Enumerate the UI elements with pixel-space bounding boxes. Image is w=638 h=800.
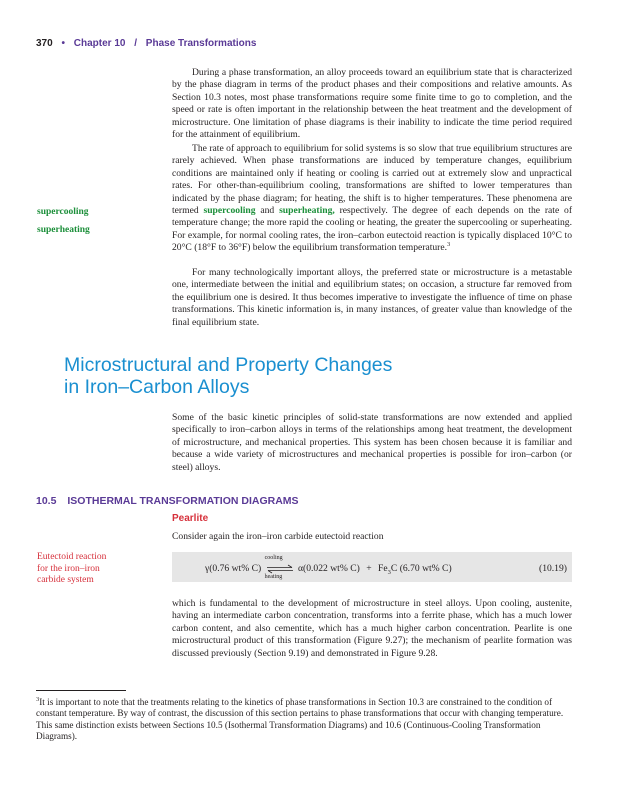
equilibrium-arrow-icon: [264, 554, 293, 580]
header-bullet: •: [61, 38, 65, 49]
equation-gamma: γ(0.76 wt% C): [205, 563, 262, 574]
equation-number: (10.19): [539, 563, 567, 574]
margin-note-supercooling: supercooling: [37, 207, 89, 217]
equation-cementite: C (6.70 wt% C): [390, 563, 452, 574]
footnote: [36, 697, 581, 743]
equation-plus: +: [366, 563, 372, 574]
double-arrow-icon: [267, 564, 293, 574]
paragraph-5: Consider again the iron–iron carbide eutectoid reaction: [172, 531, 384, 542]
term-superheating: superheating,: [279, 205, 335, 217]
margin-note-superheating: superheating: [37, 225, 90, 235]
chapter-title: Phase Transformations: [145, 38, 257, 49]
equation-fe: Fe: [378, 563, 388, 574]
arrow-label-cooling: cooling: [264, 554, 283, 561]
term-supercooling: supercooling: [203, 205, 256, 217]
subsection-number: 10.5: [36, 495, 57, 507]
paragraph-6: which is fundamental to the development of microstructure in steel alloys. Upon cooling, austenite, having an intermediate carbon concentration, transforms into a ferrite phase, which has a much lower carbon content, and also cementite, which has a much higher carbon concentration. Pearlite is one microstructural product of this transformation (Figure 9.27); the mechanism of pearlite formation was discussed previously (Section 9.19) and demonstrated in Figure 9.28.: [172, 598, 572, 659]
page-number: 370: [36, 38, 53, 49]
equation-subscript: 3: [387, 568, 391, 576]
footnote-divider: [36, 690, 126, 691]
subsection-heading: [36, 495, 299, 507]
equation-alpha: α(0.022 wt% C): [298, 563, 360, 574]
chapter-label: Chapter 10: [73, 38, 126, 49]
subsubsection-heading: Pearlite: [172, 513, 209, 524]
margin-note-eutectoid: Eutectoid reaction for the iron–iron carbide system: [37, 552, 107, 586]
section-heading: Microstructural and Property Changes in Iron–Carbon Alloys: [64, 354, 393, 398]
paragraph-3: For many technologically important alloys, the preferred state or microstructure is a metastable one, intermediate between the initial and equilibrium states; on occasion, a structure far removed from the equilibrium one is desired. It thus becomes imperative to investigate the influence of time on phase transformations. This kinetic information is, in many instances, of greater value than knowledge of the final equilibrium state.: [172, 267, 572, 328]
subsection-title: ISOTHERMAL TRANSFORMATION DIAGRAMS: [67, 495, 299, 507]
footnote-ref: 3: [447, 241, 451, 249]
paragraph-2: The rate of approach to equilibrium for solid systems is so slow that true equilibrium structures are rarely achieved. When phase transformations are induced by temperature changes, equilibrium conditions are maintained only if heating or cooling is carried out at extremely slow and unpractical rates. For other-than-equilibrium cooling, transformations are shifted to lower temperatures than indicated by the phase diagram; for heating, the shift is to higher temperatures. These phenomena are termed supercooling and superheating, respectively. The degree of each depends on the rate of temperature change; the more rapid the cooling or heating, the greater the supercooling or superheating. For example, for normal cooling rates, the iron–carbon eutectoid reaction is typically displaced 10°C to 20°C (18°F to 36°F) below the equilibrium transformation temperature.$^3$: [172, 143, 573, 254]
paragraph-1: During a phase transformation, an alloy proceeds toward an equilibrium state that is characterized by the phase diagram in terms of the product phases and their compositions and relative amounts. As Section 10.3 notes, most phase transformations require some finite time to go to completion, and the speed or rate is often important in the relationship between the heat treatment and the development of microstructure. One limitation of phase diagrams is their inability to indicate the time period required for the attainment of equilibrium.: [172, 67, 572, 141]
equation-eutectoid: [205, 554, 452, 580]
footnote-mark: 3: [36, 695, 40, 703]
paragraph-4: Some of the basic kinetic principles of solid-state transformations are now extended and applied specifically to iron–carbon alloys in terms of the relationships among heat treatment, the development of microstructure, and mechanical properties. This system has been chosen because it is familiar and because a wide variety of microstructures and mechanical properties is possible for iron–carbon (or steel) alloys.: [172, 412, 572, 473]
running-header: [36, 38, 256, 49]
header-separator: /: [134, 38, 138, 49]
footnote-text: It is important to note that the treatments relating to the kinetics of phase transformations in Section 10.3 are constrained to the condition of constant temperature. By way of contrast, the discussion of this section pertains to phase transformations that occur with changing temperature. This same distinction exists between Sections 10.5 (Isothermal Transformation Diagrams) and 10.6 (Continuous-Cooling Transformation Diagrams).: [36, 697, 564, 742]
arrow-label-heating: heating: [264, 573, 283, 580]
